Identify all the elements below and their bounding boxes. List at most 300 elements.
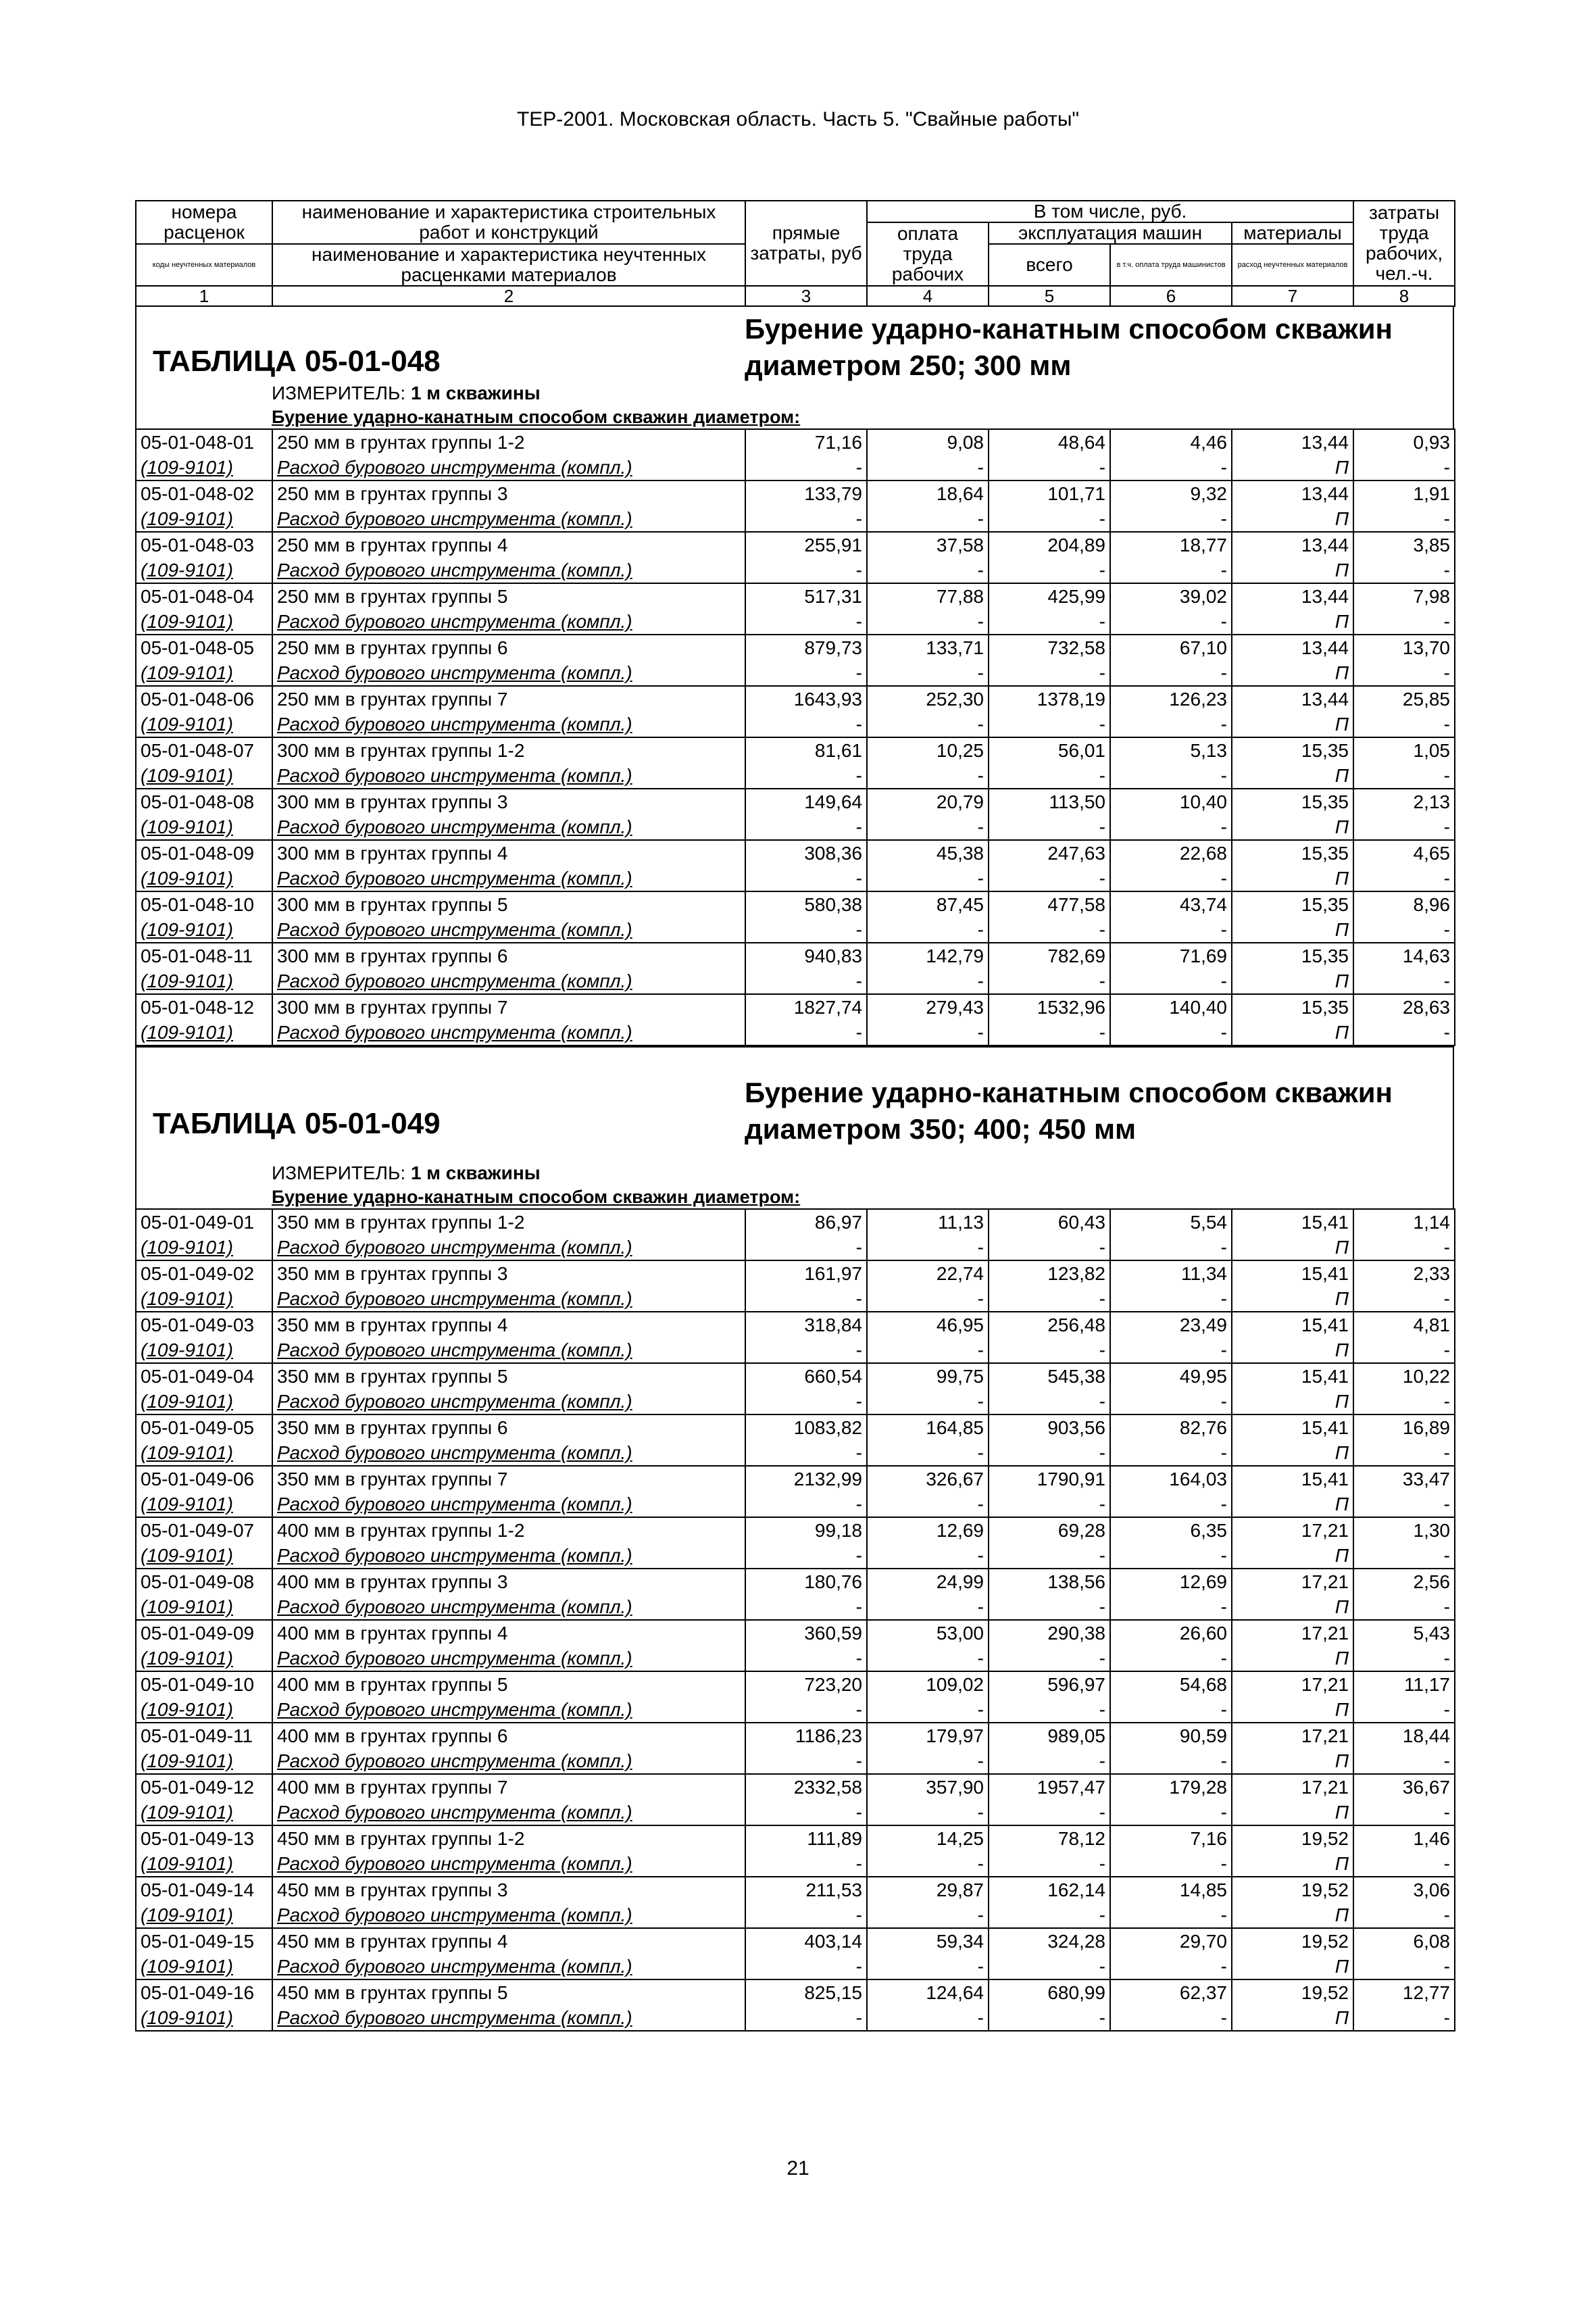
dash-value: - xyxy=(745,814,867,840)
dash-value: - xyxy=(867,1286,989,1312)
dash-value: - xyxy=(745,1337,867,1363)
dash-value: - xyxy=(989,917,1110,943)
material-code: (109-9101) xyxy=(136,1235,272,1260)
table-row xyxy=(136,891,1455,917)
table-title: Бурение ударно-канатным способом скважин диаметром 350; 400; 450 мм xyxy=(745,1077,1393,1145)
rate-code: 05-01-048-08 xyxy=(136,789,272,814)
labor-pay: 133,71 xyxy=(867,635,989,660)
material-unit: П xyxy=(1232,1286,1353,1312)
operator-pay: 29,70 xyxy=(1110,1928,1232,1954)
operator-pay: 49,95 xyxy=(1110,1363,1232,1389)
labor-pay: 179,97 xyxy=(867,1723,989,1748)
table-row xyxy=(136,481,1455,506)
dash-value: - xyxy=(1353,1748,1455,1774)
table-row xyxy=(136,635,1455,660)
labor-pay: 109,02 xyxy=(867,1671,989,1697)
dash-value: - xyxy=(1353,1646,1455,1671)
rate-code: 05-01-048-10 xyxy=(136,891,272,917)
operator-pay: 90,59 xyxy=(1110,1723,1232,1748)
header-including-group: В том числе, руб. xyxy=(867,201,1353,222)
dash-value: - xyxy=(745,1594,867,1620)
work-name: 300 мм в грунтах группы 4 xyxy=(272,840,745,866)
dash-value: - xyxy=(1110,1697,1232,1723)
material-unit: П xyxy=(1232,1800,1353,1825)
material-unit: П xyxy=(1232,609,1353,635)
materials-cost: 13,44 xyxy=(1232,532,1353,558)
rate-code: 05-01-049-08 xyxy=(136,1569,272,1594)
labor-pay: 99,75 xyxy=(867,1363,989,1389)
material-row xyxy=(136,2005,1455,2031)
material-row xyxy=(136,1851,1455,1877)
dash-value: - xyxy=(1110,866,1232,891)
operator-pay: 5,54 xyxy=(1110,1209,1232,1235)
labor-pay: 326,67 xyxy=(867,1466,989,1492)
direct-costs: 308,36 xyxy=(745,840,867,866)
operator-pay: 54,68 xyxy=(1110,1671,1232,1697)
labor-hours: 4,65 xyxy=(1353,840,1455,866)
material-row xyxy=(136,1286,1455,1312)
direct-costs: 211,53 xyxy=(745,1877,867,1902)
labor-pay: 77,88 xyxy=(867,583,989,609)
work-name: 350 мм в грунтах группы 5 xyxy=(272,1363,745,1389)
dash-value: - xyxy=(745,2005,867,2031)
material-code: (109-9101) xyxy=(136,917,272,943)
dash-value: - xyxy=(989,1954,1110,1979)
material-row xyxy=(136,455,1455,481)
material-unit: П xyxy=(1232,1902,1353,1928)
material-unit: П xyxy=(1232,1492,1353,1517)
operator-pay: 5,13 xyxy=(1110,737,1232,763)
dash-value: - xyxy=(867,1748,989,1774)
labor-pay: 46,95 xyxy=(867,1312,989,1337)
column-number-1: 1 xyxy=(136,286,272,306)
operator-pay: 22,68 xyxy=(1110,840,1232,866)
dash-value: - xyxy=(989,1594,1110,1620)
dash-value: - xyxy=(989,1543,1110,1569)
material-name: Расход бурового инструмента (компл.) xyxy=(272,1851,745,1877)
dash-value: - xyxy=(989,1697,1110,1723)
machines-total: 69,28 xyxy=(989,1517,1110,1543)
table-subheading: Бурение ударно-канатным способом скважин диаметром: xyxy=(272,1187,801,1207)
dash-value: - xyxy=(1110,1286,1232,1312)
dash-value: - xyxy=(745,1286,867,1312)
material-code: (109-9101) xyxy=(136,1286,272,1312)
direct-costs: 580,38 xyxy=(745,891,867,917)
machines-total: 290,38 xyxy=(989,1620,1110,1646)
dash-value: - xyxy=(1110,660,1232,686)
work-name: 350 мм в грунтах группы 6 xyxy=(272,1414,745,1440)
measure-unit: ИЗМЕРИТЕЛЬ: 1 м скважины xyxy=(272,1162,541,1183)
direct-costs: 2132,99 xyxy=(745,1466,867,1492)
machines-total: 204,89 xyxy=(989,532,1110,558)
operator-pay: 179,28 xyxy=(1110,1774,1232,1800)
labor-pay: 59,34 xyxy=(867,1928,989,1954)
labor-hours: 36,67 xyxy=(1353,1774,1455,1800)
page-header: ТЕР-2001. Московская область. Часть 5. "Свайные работы" xyxy=(516,108,1080,130)
dash-value: - xyxy=(867,1954,989,1979)
dash-value: - xyxy=(867,712,989,737)
dash-value: - xyxy=(1110,506,1232,532)
dash-value: - xyxy=(745,1020,867,1045)
work-name: 350 мм в грунтах группы 3 xyxy=(272,1260,745,1286)
column-number-6: 6 xyxy=(1110,286,1232,306)
dash-value: - xyxy=(989,763,1110,789)
material-name: Расход бурового инструмента (компл.) xyxy=(272,866,745,891)
dash-value: - xyxy=(745,1954,867,1979)
labor-hours: 28,63 xyxy=(1353,994,1455,1020)
dash-value: - xyxy=(867,1646,989,1671)
dash-value: - xyxy=(1353,712,1455,737)
dash-value: - xyxy=(867,609,989,635)
table-row xyxy=(136,1363,1455,1389)
table-row xyxy=(136,1414,1455,1440)
table-section-049 xyxy=(135,1077,1454,1208)
material-name: Расход бурового инструмента (компл.) xyxy=(272,609,745,635)
dash-value: - xyxy=(1110,1440,1232,1466)
column-number-8: 8 xyxy=(1353,286,1455,306)
machines-total: 113,50 xyxy=(989,789,1110,814)
materials-cost: 13,44 xyxy=(1232,481,1353,506)
dash-value: - xyxy=(989,455,1110,481)
material-code: (109-9101) xyxy=(136,1902,272,1928)
dash-value: - xyxy=(1110,1337,1232,1363)
machines-total: 1532,96 xyxy=(989,994,1110,1020)
machines-total: 138,56 xyxy=(989,1569,1110,1594)
table-row xyxy=(136,994,1455,1020)
materials-cost: 17,21 xyxy=(1232,1517,1353,1543)
dash-value: - xyxy=(1353,1020,1455,1045)
dash-value: - xyxy=(1353,866,1455,891)
dash-value: - xyxy=(1353,1800,1455,1825)
rate-code: 05-01-049-05 xyxy=(136,1414,272,1440)
table-title: Бурение ударно-канатным способом скважин диаметром 250; 300 мм xyxy=(745,313,1393,381)
dash-value: - xyxy=(867,917,989,943)
header-machines-total: всего xyxy=(989,244,1110,286)
rate-code: 05-01-049-01 xyxy=(136,1209,272,1235)
labor-hours: 3,85 xyxy=(1353,532,1455,558)
material-code: (109-9101) xyxy=(136,866,272,891)
materials-cost: 17,21 xyxy=(1232,1723,1353,1748)
table-row xyxy=(136,789,1455,814)
rate-code: 05-01-048-06 xyxy=(136,686,272,712)
direct-costs: 723,20 xyxy=(745,1671,867,1697)
materials-cost: 15,35 xyxy=(1232,943,1353,968)
rate-code: 05-01-049-09 xyxy=(136,1620,272,1646)
material-row xyxy=(136,917,1455,943)
material-code: (109-9101) xyxy=(136,712,272,737)
dash-value: - xyxy=(989,1286,1110,1312)
dash-value: - xyxy=(1353,1851,1455,1877)
labor-pay: 37,58 xyxy=(867,532,989,558)
material-row xyxy=(136,866,1455,891)
dash-value: - xyxy=(1110,1543,1232,1569)
dash-value: - xyxy=(1110,917,1232,943)
dash-value: - xyxy=(745,1440,867,1466)
dash-value: - xyxy=(989,1492,1110,1517)
dash-value: - xyxy=(989,1851,1110,1877)
rate-code: 05-01-048-11 xyxy=(136,943,272,968)
dash-value: - xyxy=(745,763,867,789)
material-unit: П xyxy=(1232,2005,1353,2031)
dash-value: - xyxy=(1353,763,1455,789)
direct-costs: 825,15 xyxy=(745,1979,867,2005)
labor-pay: 87,45 xyxy=(867,891,989,917)
labor-pay: 22,74 xyxy=(867,1260,989,1286)
dash-value: - xyxy=(1110,1389,1232,1414)
dash-value: - xyxy=(1110,1851,1232,1877)
machines-total: 903,56 xyxy=(989,1414,1110,1440)
dash-value: - xyxy=(867,1902,989,1928)
machines-total: 989,05 xyxy=(989,1723,1110,1748)
rate-code: 05-01-049-03 xyxy=(136,1312,272,1337)
dash-value: - xyxy=(989,712,1110,737)
labor-hours: 7,98 xyxy=(1353,583,1455,609)
table-row xyxy=(136,737,1455,763)
dash-value: - xyxy=(1110,1748,1232,1774)
table-row xyxy=(136,1260,1455,1286)
rate-code: 05-01-048-01 xyxy=(136,429,272,455)
header-rate-numbers: номера расценок xyxy=(136,201,272,244)
dash-value: - xyxy=(1353,1492,1455,1517)
dash-value: - xyxy=(989,506,1110,532)
materials-cost: 15,35 xyxy=(1232,891,1353,917)
material-name: Расход бурового инструмента (компл.) xyxy=(272,968,745,994)
labor-hours: 25,85 xyxy=(1353,686,1455,712)
dash-value: - xyxy=(867,1235,989,1260)
dash-value: - xyxy=(1353,2005,1455,2031)
materials-cost: 13,44 xyxy=(1232,583,1353,609)
work-name: 300 мм в грунтах группы 3 xyxy=(272,789,745,814)
labor-hours: 2,33 xyxy=(1353,1260,1455,1286)
dash-value: - xyxy=(989,968,1110,994)
column-number-5: 5 xyxy=(989,286,1110,306)
labor-pay: 142,79 xyxy=(867,943,989,968)
dash-value: - xyxy=(1110,968,1232,994)
material-row xyxy=(136,660,1455,686)
direct-costs: 318,84 xyxy=(745,1312,867,1337)
labor-hours: 1,30 xyxy=(1353,1517,1455,1543)
dash-value: - xyxy=(745,506,867,532)
work-name: 350 мм в грунтах группы 4 xyxy=(272,1312,745,1337)
materials-cost: 19,52 xyxy=(1232,1877,1353,1902)
material-name: Расход бурового инструмента (компл.) xyxy=(272,455,745,481)
machines-total: 256,48 xyxy=(989,1312,1110,1337)
materials-cost: 17,21 xyxy=(1232,1671,1353,1697)
material-unit: П xyxy=(1232,1235,1353,1260)
material-name: Расход бурового инструмента (компл.) xyxy=(272,558,745,583)
machines-total: 1790,91 xyxy=(989,1466,1110,1492)
column-number-3: 3 xyxy=(745,286,867,306)
material-unit: П xyxy=(1232,506,1353,532)
direct-costs: 940,83 xyxy=(745,943,867,968)
labor-hours: 0,93 xyxy=(1353,429,1455,455)
header-work-name: наименование и характеристика строительных работ и конструкций xyxy=(272,201,745,244)
dash-value: - xyxy=(867,1492,989,1517)
operator-pay: 4,46 xyxy=(1110,429,1232,455)
dash-value: - xyxy=(745,968,867,994)
dash-value: - xyxy=(867,660,989,686)
work-name: 350 мм в грунтах группы 1-2 xyxy=(272,1209,745,1235)
labor-hours: 1,46 xyxy=(1353,1825,1455,1851)
machines-total: 101,71 xyxy=(989,481,1110,506)
work-name: 450 мм в грунтах группы 4 xyxy=(272,1928,745,1954)
table-label: ТАБЛИЦА 05-01-048 xyxy=(153,345,441,378)
material-unit: П xyxy=(1232,814,1353,840)
material-name: Расход бурового инструмента (компл.) xyxy=(272,1286,745,1312)
dash-value: - xyxy=(1353,1389,1455,1414)
header-operator-pay: в т.ч. оплата труда машинистов xyxy=(1110,244,1232,286)
material-name: Расход бурового инструмента (компл.) xyxy=(272,712,745,737)
material-name: Расход бурового инструмента (компл.) xyxy=(272,1389,745,1414)
dash-value: - xyxy=(867,1020,989,1045)
labor-hours: 2,56 xyxy=(1353,1569,1455,1594)
material-code: (109-9101) xyxy=(136,1954,272,1979)
machines-total: 425,99 xyxy=(989,583,1110,609)
material-unit: П xyxy=(1232,712,1353,737)
material-row xyxy=(136,1020,1455,1045)
dash-value: - xyxy=(1353,1440,1455,1466)
work-name: 250 мм в грунтах группы 6 xyxy=(272,635,745,660)
work-name: 300 мм в грунтах группы 7 xyxy=(272,994,745,1020)
material-name: Расход бурового инструмента (компл.) xyxy=(272,1697,745,1723)
material-unit: П xyxy=(1232,968,1353,994)
material-name: Расход бурового инструмента (компл.) xyxy=(272,763,745,789)
table-label: ТАБЛИЦА 05-01-049 xyxy=(153,1107,441,1140)
table-row xyxy=(136,1312,1455,1337)
material-code: (109-9101) xyxy=(136,1020,272,1045)
machines-total: 48,64 xyxy=(989,429,1110,455)
labor-pay: 20,79 xyxy=(867,789,989,814)
material-unit: П xyxy=(1232,455,1353,481)
materials-cost: 15,41 xyxy=(1232,1414,1353,1440)
material-code: (109-9101) xyxy=(136,455,272,481)
work-name: 400 мм в грунтах группы 5 xyxy=(272,1671,745,1697)
labor-pay: 53,00 xyxy=(867,1620,989,1646)
operator-pay: 23,49 xyxy=(1110,1312,1232,1337)
operator-pay: 140,40 xyxy=(1110,994,1232,1020)
dash-value: - xyxy=(1110,1594,1232,1620)
material-code: (109-9101) xyxy=(136,558,272,583)
labor-pay: 18,64 xyxy=(867,481,989,506)
work-name: 400 мм в грунтах группы 3 xyxy=(272,1569,745,1594)
rate-code: 05-01-048-07 xyxy=(136,737,272,763)
materials-cost: 13,44 xyxy=(1232,429,1353,455)
labor-pay: 11,13 xyxy=(867,1209,989,1235)
material-unit: П xyxy=(1232,1440,1353,1466)
material-name: Расход бурового инструмента (компл.) xyxy=(272,1748,745,1774)
material-code: (109-9101) xyxy=(136,1389,272,1414)
material-code: (109-9101) xyxy=(136,660,272,686)
operator-pay: 26,60 xyxy=(1110,1620,1232,1646)
dash-value: - xyxy=(1353,968,1455,994)
labor-hours: 8,96 xyxy=(1353,891,1455,917)
table-row xyxy=(136,532,1455,558)
material-row xyxy=(136,1954,1455,1979)
machines-total: 123,82 xyxy=(989,1260,1110,1286)
machines-total: 545,38 xyxy=(989,1363,1110,1389)
machines-total: 596,97 xyxy=(989,1671,1110,1697)
dash-value: - xyxy=(745,1851,867,1877)
operator-pay: 7,16 xyxy=(1110,1825,1232,1851)
dash-value: - xyxy=(867,455,989,481)
materials-cost: 19,52 xyxy=(1232,1928,1353,1954)
machines-total: 782,69 xyxy=(989,943,1110,968)
materials-cost: 15,41 xyxy=(1232,1209,1353,1235)
table-row xyxy=(136,583,1455,609)
dash-value: - xyxy=(867,1389,989,1414)
material-name: Расход бурового инструмента (компл.) xyxy=(272,2005,745,2031)
labor-pay: 164,85 xyxy=(867,1414,989,1440)
labor-pay: 252,30 xyxy=(867,686,989,712)
dash-value: - xyxy=(745,712,867,737)
measure-unit: ИЗМЕРИТЕЛЬ: 1 м скважины xyxy=(272,383,541,403)
work-name: 400 мм в грунтах группы 4 xyxy=(272,1620,745,1646)
column-number-2: 2 xyxy=(272,286,745,306)
dash-value: - xyxy=(867,2005,989,2031)
material-row xyxy=(136,1440,1455,1466)
labor-hours: 33,47 xyxy=(1353,1466,1455,1492)
work-name: 400 мм в грунтах группы 1-2 xyxy=(272,1517,745,1543)
material-row xyxy=(136,814,1455,840)
dash-value: - xyxy=(1353,558,1455,583)
work-name: 250 мм в грунтах группы 4 xyxy=(272,532,745,558)
material-unit: П xyxy=(1232,660,1353,686)
materials-cost: 19,52 xyxy=(1232,1979,1353,2005)
table-row xyxy=(136,840,1455,866)
table-row xyxy=(136,429,1455,455)
dash-value: - xyxy=(989,1389,1110,1414)
material-code: (109-9101) xyxy=(136,1492,272,1517)
material-row xyxy=(136,1594,1455,1620)
material-row xyxy=(136,1389,1455,1414)
dash-value: - xyxy=(989,1800,1110,1825)
dash-value: - xyxy=(867,1851,989,1877)
dash-value: - xyxy=(867,1337,989,1363)
machines-total: 1957,47 xyxy=(989,1774,1110,1800)
labor-hours: 13,70 xyxy=(1353,635,1455,660)
direct-costs: 879,73 xyxy=(745,635,867,660)
dash-value: - xyxy=(867,506,989,532)
dash-value: - xyxy=(745,1492,867,1517)
header-material-name: наименование и характеристика неучтенных расценками материалов xyxy=(272,244,745,286)
table-row xyxy=(136,1979,1455,2005)
materials-cost: 15,41 xyxy=(1232,1260,1353,1286)
direct-costs: 133,79 xyxy=(745,481,867,506)
material-row xyxy=(136,1697,1455,1723)
labor-pay: 14,25 xyxy=(867,1825,989,1851)
material-row xyxy=(136,1337,1455,1363)
table-row xyxy=(136,1928,1455,1954)
operator-pay: 43,74 xyxy=(1110,891,1232,917)
operator-pay: 62,37 xyxy=(1110,1979,1232,2005)
material-row xyxy=(136,1492,1455,1517)
material-row xyxy=(136,1800,1455,1825)
header-labor-pay: оплата труда рабочих xyxy=(867,222,989,286)
material-row xyxy=(136,1902,1455,1928)
dash-value: - xyxy=(1353,660,1455,686)
material-name: Расход бурового инструмента (компл.) xyxy=(272,506,745,532)
operator-pay: 9,32 xyxy=(1110,481,1232,506)
materials-cost: 17,21 xyxy=(1232,1620,1353,1646)
dash-value: - xyxy=(1110,814,1232,840)
materials-cost: 19,52 xyxy=(1232,1825,1353,1851)
operator-pay: 10,40 xyxy=(1110,789,1232,814)
table-row xyxy=(136,1517,1455,1543)
materials-cost: 15,41 xyxy=(1232,1363,1353,1389)
dash-value: - xyxy=(989,1235,1110,1260)
materials-cost: 15,41 xyxy=(1232,1312,1353,1337)
work-name: 400 мм в грунтах группы 7 xyxy=(272,1774,745,1800)
